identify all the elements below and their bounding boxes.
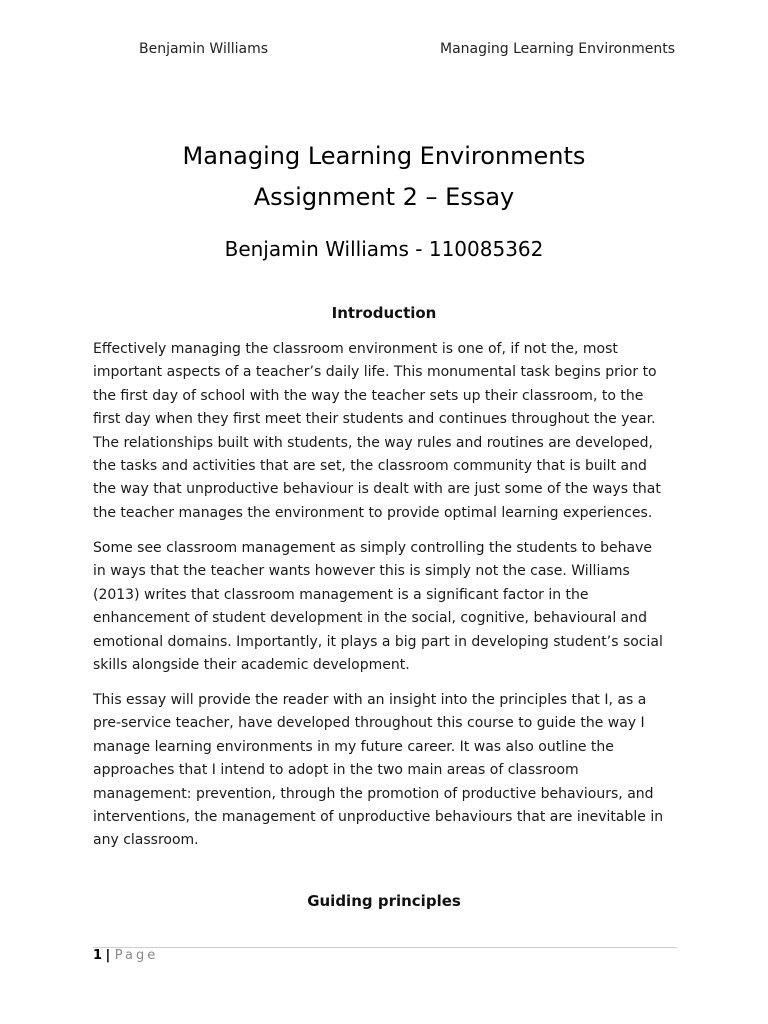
paragraph-line: Some see classroom management as simply controlling the students to behave [93,540,652,556]
paragraph-line: This essay will provide the reader with an insight into the principles that I, as a [93,692,647,708]
paragraph-line: (2013) writes that classroom management is a significant factor in the [93,586,589,603]
paragraph-line: the tasks and activities that are set, the classroom community that is built and [93,458,647,475]
guiding-principles-heading: Guiding principles [307,892,461,910]
page-number: 1 [93,948,103,963]
paragraph-line: manage learning environments in my future career. It was also outline the [93,738,614,755]
paragraph-line: first day when they first meet their students and continues throughout the year. [93,411,656,428]
paragraph-line: enhancement of student development in the social, cognitive, behavioural and [93,610,648,627]
paragraph-line: important aspects of a teacher’s daily life. This monumental task begins prior to [93,364,657,381]
paragraph-3 [93,689,683,853]
document-subtitle: Assignment 2 – Essay [253,183,515,211]
header-author: Benjamin Williams [139,41,269,57]
page-label: Page [114,948,159,963]
paragraph-line: interventions, the management of unproductive behaviours that are inevitable in [93,809,664,826]
introduction-heading: Introduction [331,304,437,322]
paragraph-2 [93,537,683,677]
footer-divider [93,947,677,948]
paragraph-line: The relationships built with students, the way rules and routines are developed, [93,434,653,451]
paragraph-line: emotional domains. Importantly, it plays a big part in developing student’s social [93,633,663,650]
paragraph-line: the teacher manages the environment to provide optimal learning experiences. [93,504,653,521]
document-title: Managing Learning Environments [182,142,586,170]
paragraph-line: in ways that the teacher wants however this is simply not the case. Williams [93,563,630,580]
paragraph-line: Effectively managing the classroom environment is one of, if not the, most [93,341,618,357]
paragraph-1 [93,338,683,525]
author-student-id: Benjamin Williams - 110085362 [224,237,544,261]
header-course-title: Managing Learning Environments [439,41,675,57]
paragraph-line: the way that unproductive behaviour is dealt with are just some of the ways that [93,481,661,498]
paragraph-line: approaches that I intend to adopt in the two main areas of classroom [93,762,579,779]
page-footer [93,948,158,963]
paragraph-line: management: prevention, through the promotion of productive behaviours, and [93,785,654,802]
paragraph-line: skills alongside their academic development. [93,657,410,674]
footer-separator: | [105,948,111,963]
paragraph-line: the first day of school with the way the teacher sets up their classroom, to the [93,387,644,404]
paragraph-line: any classroom. [93,832,199,849]
paragraph-line: pre-service teacher, have developed throughout this course to guide the way I [93,715,645,732]
